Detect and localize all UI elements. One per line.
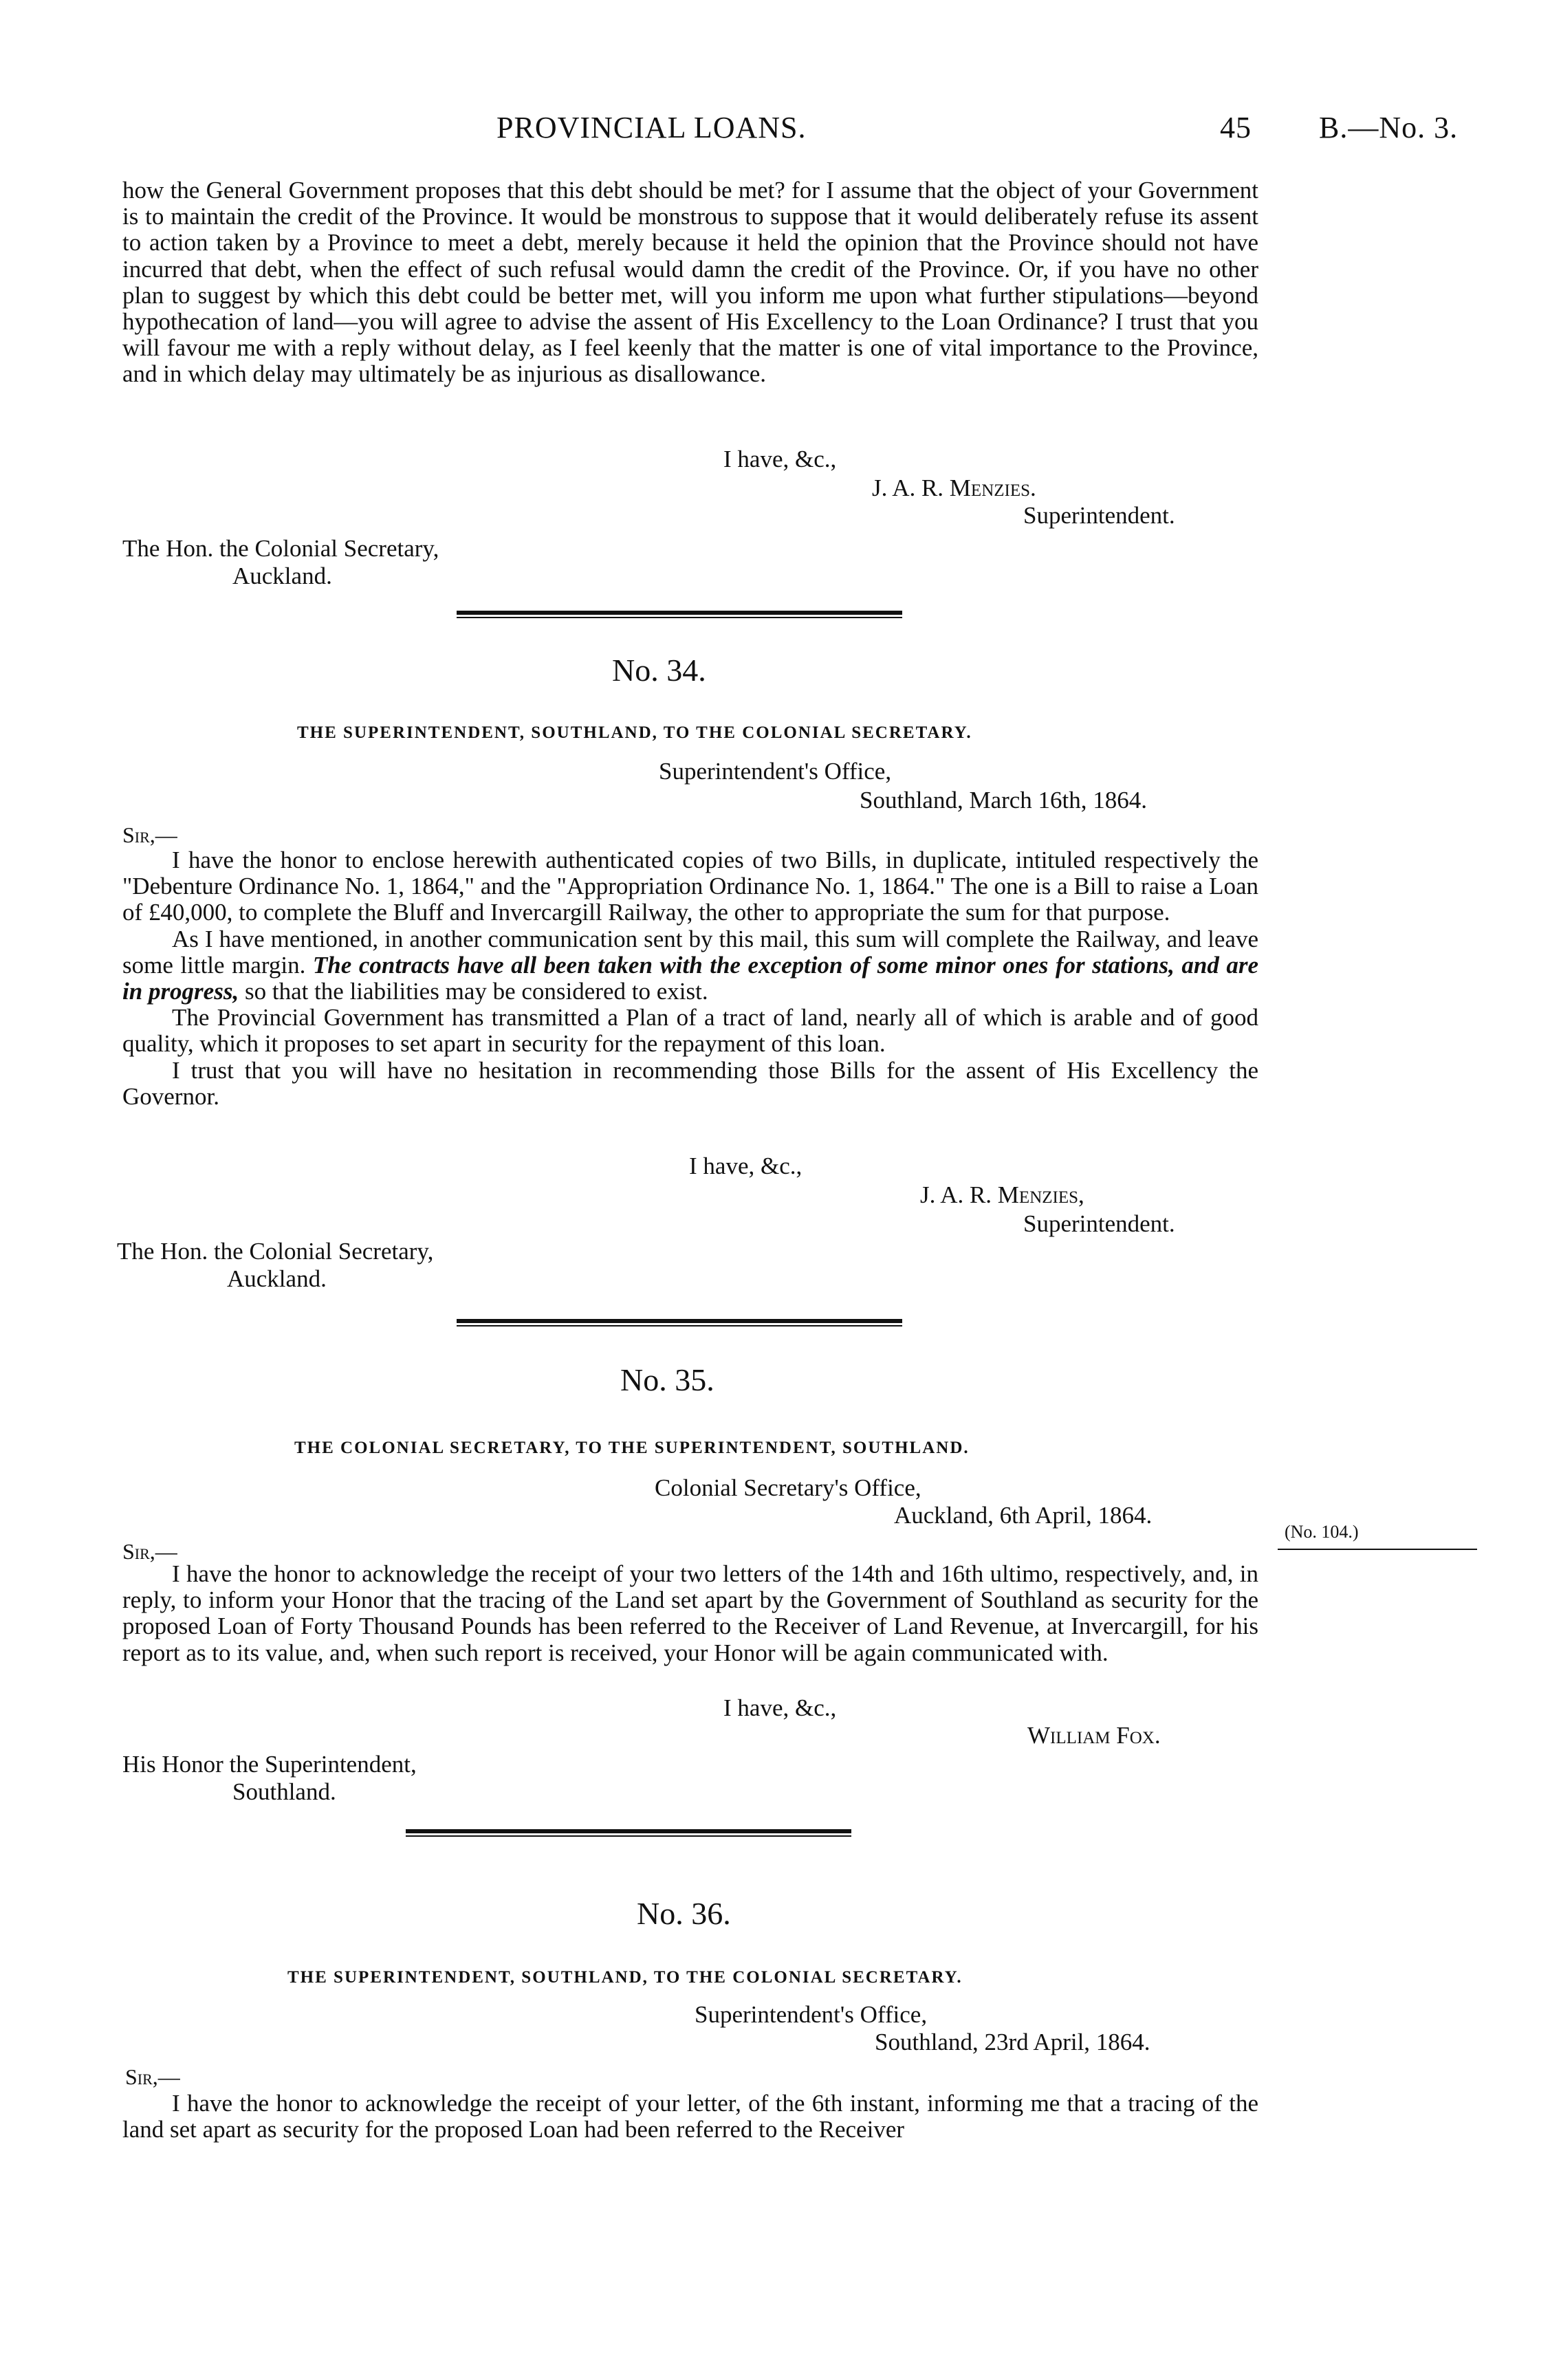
- paragraph: I trust that you will have no hesitation in recommending those Bills for the assent of His Excellency the Governor.: [122, 1056, 1258, 1110]
- letter-office: Superintendent's Office,: [695, 2001, 928, 2028]
- letter-number: No. 36.: [637, 1896, 731, 1931]
- letter-place-date: Southland, 23rd April, 1864.: [875, 2029, 1150, 2055]
- addressee-line: Auckland.: [227, 1265, 327, 1292]
- addressee-line: Auckland.: [232, 563, 332, 589]
- margin-note: (No. 104.): [1285, 1522, 1359, 1542]
- continued-letter-signature: J. A. R. Menzies.: [872, 474, 1036, 501]
- letter-addressee: [122, 1751, 417, 1806]
- letter-number: No. 35.: [620, 1362, 714, 1397]
- running-title: PROVINCIAL LOANS.: [496, 111, 807, 144]
- section-divider: [457, 611, 902, 615]
- salutation: Sir,—: [122, 1539, 177, 1564]
- letter-signature: J. A. R. Menzies,: [920, 1181, 1084, 1208]
- letter-place-date: Auckland, 6th April, 1864.: [894, 1502, 1153, 1529]
- letter-caption: THE SUPERINTENDENT, SOUTHLAND, TO THE COLONIAL SECRETARY.: [297, 723, 972, 742]
- paragraph: The Provincial Government has transmitted a Plan of a tract of land, nearly all of which is arable and of good quality, which it proposes to set apart in security for the repayment of this loan.: [122, 1004, 1258, 1058]
- margin-note-rule: [1278, 1549, 1477, 1550]
- letter-caption: THE SUPERINTENDENT, SOUTHLAND, TO THE COLONIAL SECRETARY.: [287, 1968, 963, 1987]
- letter-number: No. 34.: [612, 653, 706, 688]
- continued-letter-addressee: [122, 535, 439, 590]
- letter-addressee: [117, 1238, 433, 1293]
- paragraph-text: As I have mentioned, in another communication sent by this mail, this sum will complete the Railway, and leave some little margin.: [122, 925, 1258, 979]
- letter-35-body: [122, 1561, 1258, 1666]
- salutation: Sir,—: [122, 822, 177, 847]
- letter-office: Superintendent's Office,: [659, 758, 892, 785]
- italic-emphasis: The contracts have all been taken with the exception of some minor ones for stations, and are in progress,: [122, 951, 1259, 1005]
- letter-place-date: Southland, March 16th, 1864.: [860, 787, 1148, 814]
- paragraph: I have the honor to enclose herewith authenticated copies of two Bills, in duplicate, intituled respectively the "Debenture Ordinance No. 1, 1864," and the "Appropriation Ordinance No. 1, 1864." The one is a Bill to raise a Loan of £40,000, to complete the Bluff and Invercargill Railway, the other to appropriate the sum for that purpose.: [122, 847, 1258, 926]
- section-divider: [406, 1829, 851, 1833]
- addressee-line: His Honor the Superintendent,: [122, 1751, 417, 1778]
- letter-36-body: [122, 2090, 1258, 2143]
- letter-closing: I have, &c.,: [689, 1153, 803, 1179]
- paragraph-text: so that the liabilities may be considered to exist.: [244, 978, 708, 1005]
- letter-34-body: [122, 847, 1258, 1110]
- letter-office: Colonial Secretary's Office,: [655, 1474, 921, 1501]
- continued-letter-text: how the General Government proposes that this debt should be met? for I assume that the object of your Government is to maintain the credit of the Province. It would be monstrous to suppose that it would deliberately refuse its assent to action taken by a Province to meet a debt, merely because it held the opinion that the Province should not have incurred that debt, when the effect of such refusal would damn the credit of the Province. Or, if you have no other plan to suggest by which this debt could be better met, will you inform me upon what further stipulations—beyond hypothecation of land—you will agree to advise the assent of His Excellency to the Loan Ordinance? I trust that you will favour me with a reply without delay, as I feel keenly that the matter is one of vital importance to the Province, and in which delay may ultimately be as injurious as disallowance.: [122, 177, 1258, 388]
- continued-letter-closing: I have, &c.,: [723, 446, 837, 472]
- paragraph: I have the honor to acknowledge the receipt of your two letters of the 14th and 16th ultimo, respectively, and, in reply, to inform your Honor that the tracing of the Land set apart by the Government of Southland as security for the proposed Loan of Forty Thousand Pounds has been referred to the Receiver of Land Revenue, at Invercargill, for his report as to its value, and, when such report is received, your Honor will be again communicated with.: [122, 1560, 1258, 1666]
- addressee-line: The Hon. the Colonial Secretary,: [117, 1238, 434, 1265]
- letter-caption: THE COLONIAL SECRETARY, TO THE SUPERINTENDENT, SOUTHLAND.: [294, 1439, 970, 1457]
- paragraph: [122, 926, 1258, 1005]
- section-divider: [457, 1319, 902, 1323]
- paragraph: I have the honor to acknowledge the receipt of your letter, of the 6th instant, informing me that a tracing of the land set apart as security for the proposed Loan had been referred to the Receiver: [122, 2090, 1258, 2143]
- letter-signatory-title: Superintendent.: [1023, 1210, 1175, 1237]
- letter-signature: William Fox.: [1027, 1722, 1161, 1749]
- document-reference: B.—No. 3.: [1319, 111, 1459, 144]
- addressee-line: The Hon. the Colonial Secretary,: [122, 535, 439, 562]
- addressee-line: Southland.: [232, 1778, 336, 1805]
- continued-letter-title: Superintendent.: [1023, 502, 1175, 529]
- page-number: 45: [1220, 111, 1252, 144]
- salutation: Sir,—: [125, 2064, 180, 2089]
- letter-closing: I have, &c.,: [723, 1694, 837, 1721]
